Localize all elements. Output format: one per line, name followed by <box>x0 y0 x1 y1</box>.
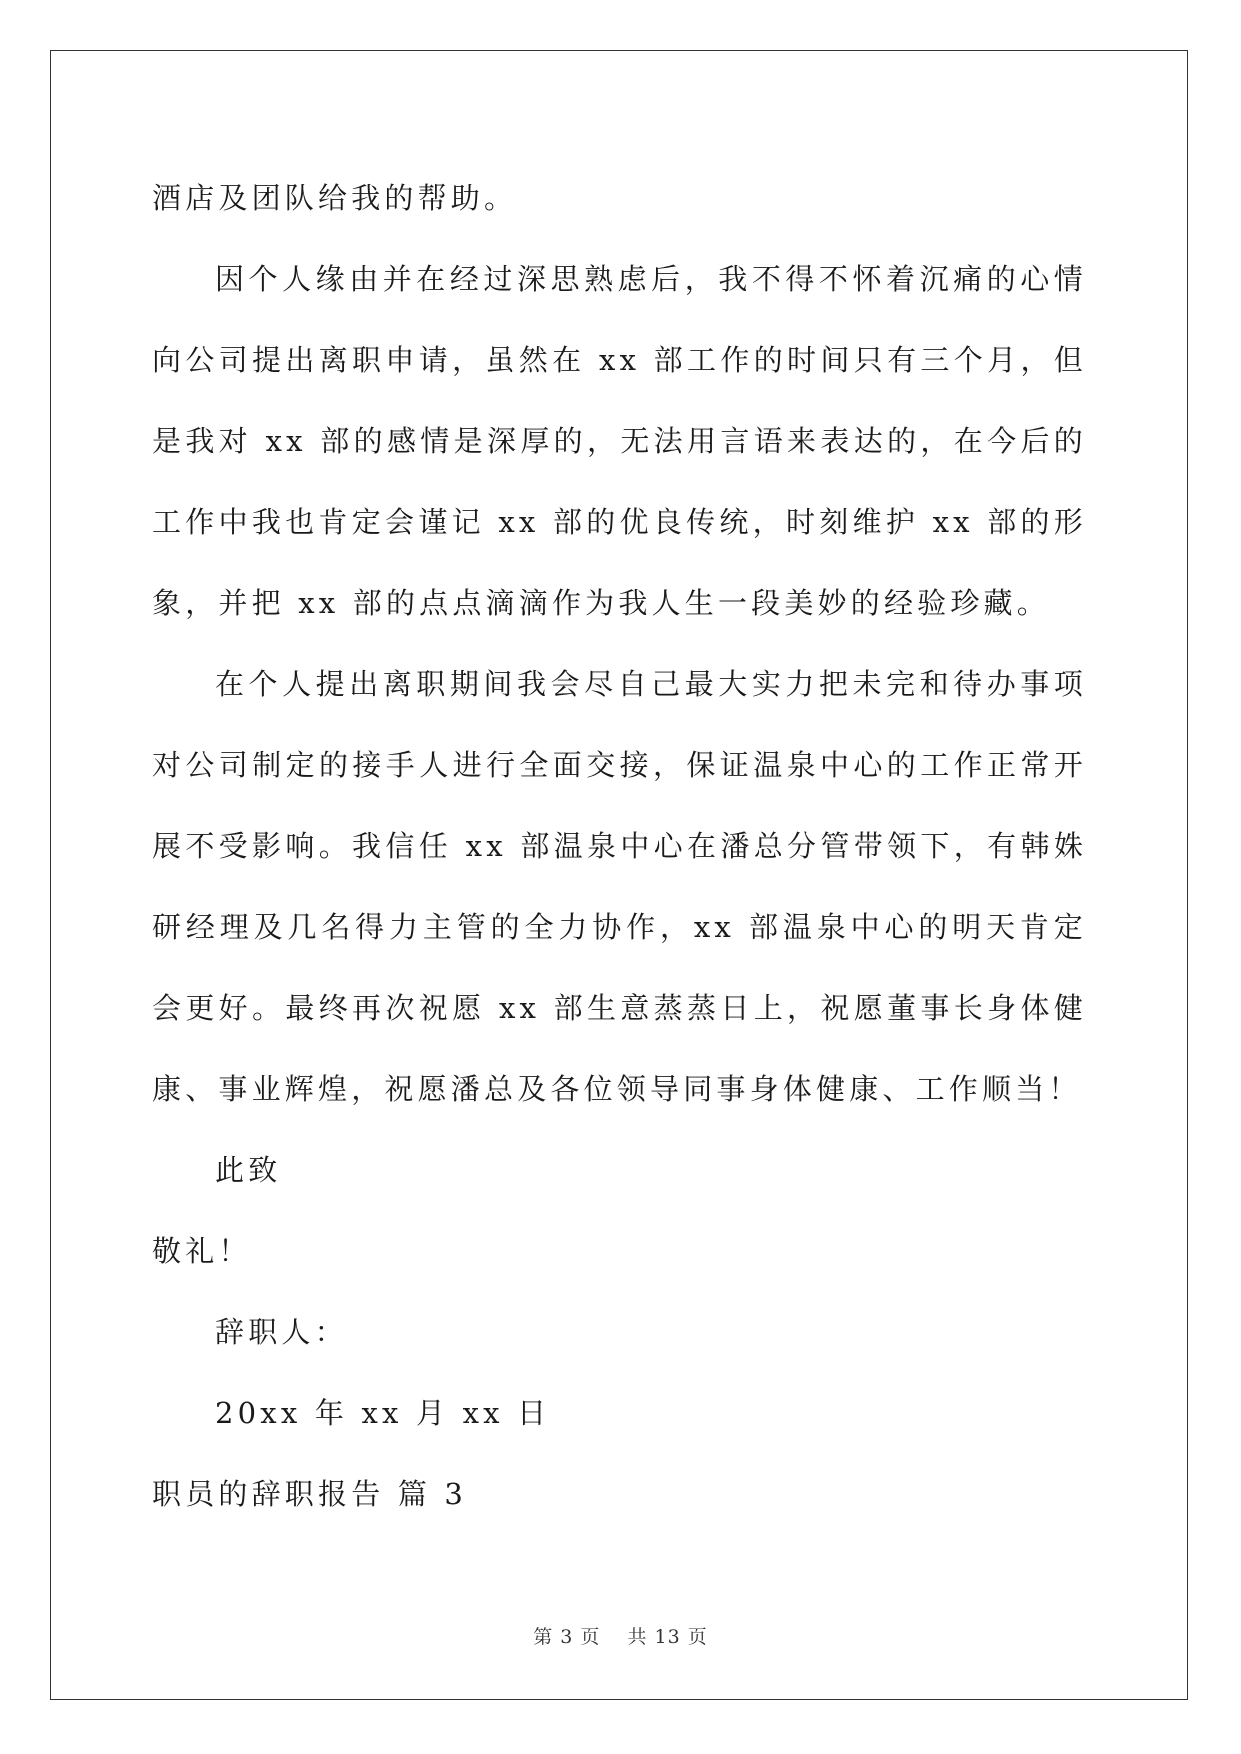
date-line: 20xx 年 xx 月 xx 日 <box>215 1396 551 1430</box>
closing-respect: 敬礼！ <box>152 1234 252 1268</box>
page-number: 第 3 页 共 13 页 <box>533 1626 708 1648</box>
signature-line: 辞职人： <box>215 1315 348 1349</box>
paragraph-1: 酒店及团队给我的帮助。 <box>152 181 518 215</box>
paragraph-3: 在个人提出离职期间我会尽自己最大实力把未完和待办事项对公司制定的接手人进行全面交接，保证温泉中心的工作正常开展不受影响。我信任 xx 部温泉中心在潘总分管带领下，有韩姝研经理及几名得力主管的全力协作，xx 部温泉中心的明天肯定会更好。最终再次祝愿 xx 部生意蒸蒸日上，祝愿董事长身体健康、事业辉煌，祝愿潘总及各位领导同事身体健康、工作顺当！ <box>152 667 1087 1106</box>
closing-salutation: 此致 <box>215 1153 282 1187</box>
paragraph-2: 因个人缘由并在经过深思熟虑后，我不得不怀着沉痛的心情向公司提出离职申请，虽然在 xx 部工作的时间只有三个月，但是我对 xx 部的感情是深厚的，无法用言语来表达的，在今后的工作中我也肯定会谨记 xx 部的优良传统，时刻维护 xx 部的形象，并把 xx 部的点点滴滴作为我人生一段美妙的经验珍藏。 <box>152 262 1087 620</box>
page-footer <box>0 1622 1241 1649</box>
section-heading: 职员的辞职报告 篇 3 <box>152 1477 468 1511</box>
document-body <box>152 168 1087 1535</box>
